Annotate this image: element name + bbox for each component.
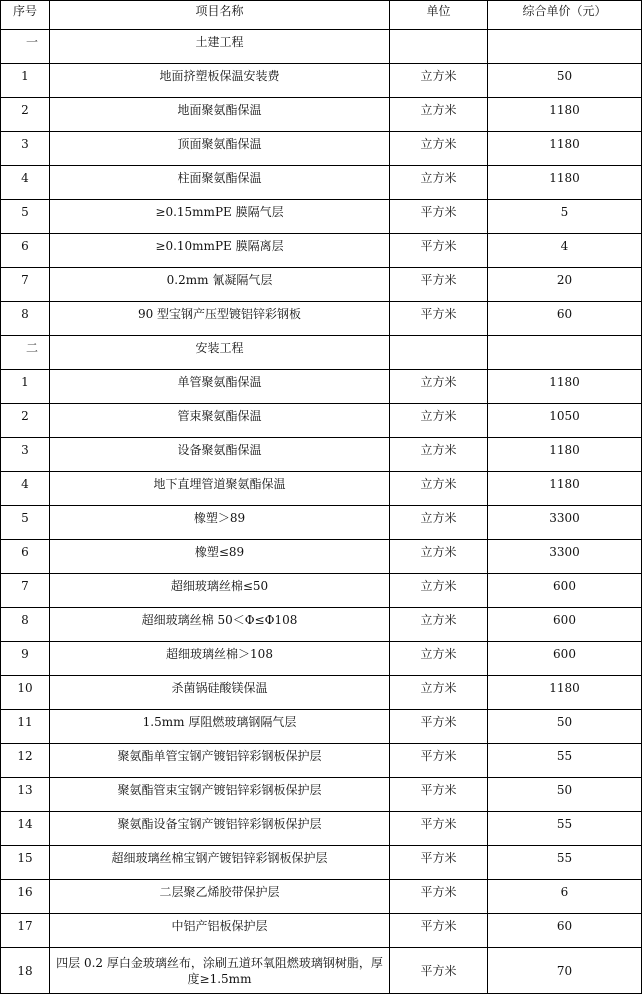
row-unit — [390, 30, 488, 64]
row-unit-price: 70 — [488, 948, 642, 994]
row-unit-price: 4 — [488, 234, 642, 268]
row-unit: 平方米 — [390, 268, 488, 302]
row-unit: 平方米 — [390, 812, 488, 846]
header-seq: 序号 — [1, 1, 50, 30]
row-unit: 立方米 — [390, 472, 488, 506]
row-unit-price — [488, 30, 642, 64]
row-unit: 平方米 — [390, 880, 488, 914]
row-item-name: 超细玻璃丝棉宝钢产镀铝锌彩钢板保护层 — [50, 846, 390, 880]
row-unit-price: 3300 — [488, 540, 642, 574]
row-item-name: 中铝产铝板保护层 — [50, 914, 390, 948]
row-item-name: 地面挤塑板保温安装费 — [50, 64, 390, 98]
row-item-name: ≥0.10mmPE 膜隔离层 — [50, 234, 390, 268]
table-row — [1, 914, 642, 948]
row-seq: 7 — [1, 268, 50, 302]
row-unit: 立方米 — [390, 540, 488, 574]
row-seq: 2 — [1, 98, 50, 132]
row-unit: 立方米 — [390, 404, 488, 438]
row-item-name: 地面聚氨酯保温 — [50, 98, 390, 132]
table-row — [1, 370, 642, 404]
row-unit: 平方米 — [390, 200, 488, 234]
table-row — [1, 812, 642, 846]
row-seq: 3 — [1, 438, 50, 472]
table-row — [1, 846, 642, 880]
row-unit-price: 1180 — [488, 132, 642, 166]
row-unit — [390, 336, 488, 370]
row-unit-price: 50 — [488, 710, 642, 744]
table-row — [1, 948, 642, 994]
row-seq: 16 — [1, 880, 50, 914]
table-row — [1, 268, 642, 302]
table-row — [1, 200, 642, 234]
row-unit-price: 3300 — [488, 506, 642, 540]
row-unit: 平方米 — [390, 710, 488, 744]
row-unit-price: 1180 — [488, 676, 642, 710]
row-seq: 15 — [1, 846, 50, 880]
row-seq: 18 — [1, 948, 50, 994]
header-item-name: 项目名称 — [50, 1, 390, 30]
row-seq: 17 — [1, 914, 50, 948]
row-item-name: 超细玻璃丝棉≤50 — [50, 574, 390, 608]
row-unit: 立方米 — [390, 608, 488, 642]
table-row — [1, 438, 642, 472]
row-item-name: 四层 0.2 厚白金玻璃丝布，涂刷五道环氧阻燃玻璃钢树脂，厚度≥1.5mm — [50, 948, 390, 994]
row-unit-price: 20 — [488, 268, 642, 302]
table-body — [1, 30, 642, 994]
row-seq: 8 — [1, 302, 50, 336]
row-unit: 平方米 — [390, 778, 488, 812]
table-row — [1, 234, 642, 268]
row-unit: 立方米 — [390, 506, 488, 540]
row-item-name: 0.2mm 氰凝隔气层 — [50, 268, 390, 302]
row-unit-price: 5 — [488, 200, 642, 234]
row-unit: 立方米 — [390, 370, 488, 404]
row-item-name: ≥0.15mmPE 膜隔气层 — [50, 200, 390, 234]
row-item-name: 1.5mm 厚阻燃玻璃钢隔气层 — [50, 710, 390, 744]
row-unit: 平方米 — [390, 846, 488, 880]
row-unit-price: 60 — [488, 302, 642, 336]
table-row — [1, 880, 642, 914]
table-row — [1, 132, 642, 166]
row-item-name: 二层聚乙烯胶带保护层 — [50, 880, 390, 914]
row-seq: 13 — [1, 778, 50, 812]
table-row — [1, 506, 642, 540]
row-item-name: 聚氨酯管束宝钢产镀铝锌彩钢板保护层 — [50, 778, 390, 812]
row-unit: 立方米 — [390, 98, 488, 132]
table-row — [1, 608, 642, 642]
row-unit: 平方米 — [390, 744, 488, 778]
row-unit: 立方米 — [390, 574, 488, 608]
row-seq: 9 — [1, 642, 50, 676]
header-unit-price: 综合单价（元） — [488, 1, 642, 30]
row-unit-price: 50 — [488, 64, 642, 98]
table-row — [1, 642, 642, 676]
row-item-name: 超细玻璃丝棉＞108 — [50, 642, 390, 676]
table-row — [1, 64, 642, 98]
row-unit-price: 1050 — [488, 404, 642, 438]
row-item-name: 管束聚氨酯保温 — [50, 404, 390, 438]
row-item-name: 土建工程 — [50, 30, 390, 64]
row-seq: 10 — [1, 676, 50, 710]
row-unit-price: 1180 — [488, 438, 642, 472]
row-unit: 立方米 — [390, 642, 488, 676]
row-seq: 5 — [1, 200, 50, 234]
row-unit: 平方米 — [390, 948, 488, 994]
row-seq: 5 — [1, 506, 50, 540]
row-unit-price: 50 — [488, 778, 642, 812]
row-seq: 二 — [1, 336, 50, 370]
row-seq: 4 — [1, 472, 50, 506]
table-row — [1, 574, 642, 608]
row-seq: 1 — [1, 64, 50, 98]
row-unit-price: 1180 — [488, 166, 642, 200]
row-unit: 平方米 — [390, 302, 488, 336]
row-item-name: 设备聚氨酯保温 — [50, 438, 390, 472]
row-seq: 1 — [1, 370, 50, 404]
table-row — [1, 404, 642, 438]
row-unit: 立方米 — [390, 438, 488, 472]
row-seq: 14 — [1, 812, 50, 846]
row-item-name: 90 型宝钢产压型镀铝锌彩钢板 — [50, 302, 390, 336]
table-row — [1, 472, 642, 506]
row-item-name: 超细玻璃丝棉 50＜Φ≤Φ108 — [50, 608, 390, 642]
row-unit-price: 600 — [488, 574, 642, 608]
row-unit: 立方米 — [390, 64, 488, 98]
row-seq: 6 — [1, 540, 50, 574]
row-seq: 3 — [1, 132, 50, 166]
row-unit-price: 600 — [488, 642, 642, 676]
row-unit-price: 600 — [488, 608, 642, 642]
row-unit-price: 55 — [488, 812, 642, 846]
table-row — [1, 540, 642, 574]
section-row — [1, 336, 642, 370]
row-item-name: 杀菌锅硅酸镁保温 — [50, 676, 390, 710]
row-unit-price: 1180 — [488, 98, 642, 132]
row-seq: 4 — [1, 166, 50, 200]
row-seq: 7 — [1, 574, 50, 608]
table-row — [1, 710, 642, 744]
header-unit: 单位 — [390, 1, 488, 30]
row-seq: 11 — [1, 710, 50, 744]
row-item-name: 聚氨酯设备宝钢产镀铝锌彩钢板保护层 — [50, 812, 390, 846]
row-unit: 平方米 — [390, 914, 488, 948]
table-row — [1, 166, 642, 200]
section-row — [1, 30, 642, 64]
row-item-name: 橡塑≤89 — [50, 540, 390, 574]
table-row — [1, 676, 642, 710]
row-item-name: 安装工程 — [50, 336, 390, 370]
row-seq: 12 — [1, 744, 50, 778]
row-unit-price: 1180 — [488, 472, 642, 506]
row-item-name: 柱面聚氨酯保温 — [50, 166, 390, 200]
row-unit-price: 55 — [488, 846, 642, 880]
row-seq: 8 — [1, 608, 50, 642]
row-unit: 平方米 — [390, 234, 488, 268]
row-unit-price: 6 — [488, 880, 642, 914]
row-seq: 2 — [1, 404, 50, 438]
table-header-row — [1, 1, 642, 30]
row-seq: 6 — [1, 234, 50, 268]
row-unit-price: 1180 — [488, 370, 642, 404]
table-row — [1, 302, 642, 336]
row-unit-price: 55 — [488, 744, 642, 778]
table-row — [1, 778, 642, 812]
row-item-name: 顶面聚氨酯保温 — [50, 132, 390, 166]
row-unit-price — [488, 336, 642, 370]
row-unit: 立方米 — [390, 166, 488, 200]
row-unit: 立方米 — [390, 676, 488, 710]
row-item-name: 地下直埋管道聚氨酯保温 — [50, 472, 390, 506]
table-row — [1, 744, 642, 778]
row-item-name: 橡塑＞89 — [50, 506, 390, 540]
row-seq: 一 — [1, 30, 50, 64]
row-item-name: 聚氨酯单管宝钢产镀铝锌彩钢板保护层 — [50, 744, 390, 778]
row-unit-price: 60 — [488, 914, 642, 948]
row-unit: 立方米 — [390, 132, 488, 166]
row-item-name: 单管聚氨酯保温 — [50, 370, 390, 404]
table-row — [1, 98, 642, 132]
